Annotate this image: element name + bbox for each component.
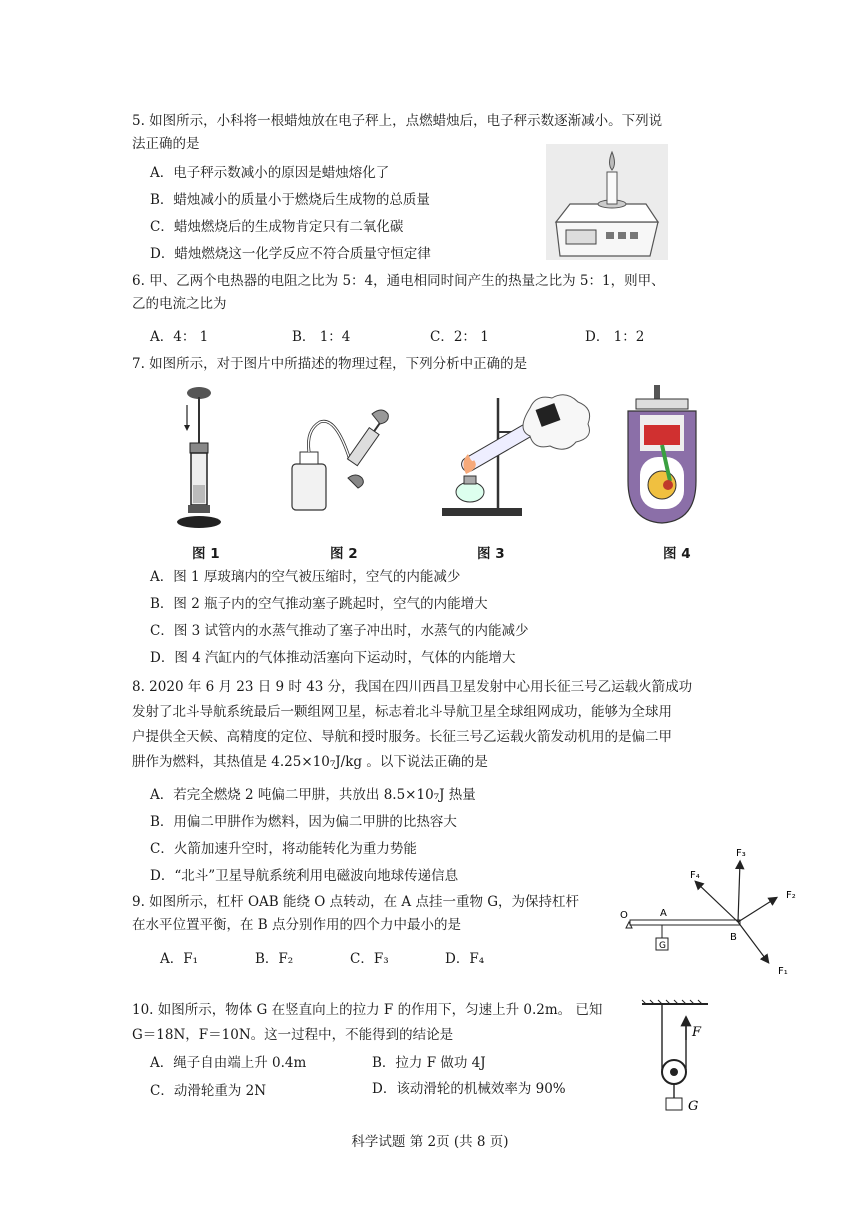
lever-label-a: A bbox=[660, 908, 667, 919]
q8-option-a: A．若完全燃烧 2 吨偏二甲肼，共放出 8.5×10₇J 热量 bbox=[150, 787, 476, 803]
q9-stem-line1: 9. 如图所示，杠杆 OAB 能绕 O 点转动，在 A 点挂一重物 G，为保持杠杆 bbox=[132, 894, 580, 910]
pulley-diagram bbox=[638, 1000, 718, 1112]
lever-label-g: G bbox=[659, 941, 666, 951]
q6-stem-line2: 乙的电流之比为 bbox=[132, 296, 227, 312]
q9-option-d: D．F₄ bbox=[445, 951, 485, 967]
q6-option-b: B． 1：4 bbox=[292, 329, 351, 345]
fig1-caption: 图 1 bbox=[192, 546, 220, 562]
q10-stem-line2: G＝18N，F＝10N。这一过程中，不能得到的结论是 bbox=[132, 1027, 454, 1043]
q10-option-b: B．拉力 F 做功 4J bbox=[372, 1055, 486, 1071]
q9-option-a: A．F₁ bbox=[160, 951, 199, 967]
q7-stem: 7. 如图所示，对于图片中所描述的物理过程，下列分析中正确的是 bbox=[132, 356, 528, 372]
q9-stem-line2: 在水平位置平衡，在 B 点分别作用的四个力中最小的是 bbox=[132, 917, 462, 933]
q6-option-d: D． 1：2 bbox=[585, 329, 645, 345]
lever-label-f3: F₃ bbox=[736, 848, 746, 859]
q7-option-d: D．图 4 汽缸内的气体推动活塞向下运动时，气体的内能增大 bbox=[150, 650, 516, 666]
q10-option-a: A．绳子自由端上升 0.4m bbox=[150, 1055, 307, 1071]
lever-label-f2: F₂ bbox=[786, 890, 796, 901]
fig4-caption: 图 4 bbox=[663, 546, 691, 562]
q5-stem-line2: 法正确的是 bbox=[132, 136, 200, 152]
q6-option-a: A．4： 1 bbox=[150, 329, 209, 345]
lever-label-f4: F₄ bbox=[690, 870, 700, 881]
fig4-engine-cylinder bbox=[622, 385, 702, 530]
q7-option-c: C．图 3 试管内的水蒸气推动了塞子冲出时，水蒸气的内能减少 bbox=[150, 623, 529, 639]
q8-option-b: B．用偏二甲肼作为燃料，因为偏二甲肼的比热容大 bbox=[150, 814, 457, 830]
q8-stem-line1: 8. 2020 年 6 月 23 日 9 时 43 分，我国在四川西昌卫星发射中心用长征三号乙运载火箭成功 bbox=[132, 679, 693, 695]
q10-stem-line1: 10. 如图所示，物体 G 在竖直向上的拉力 F 的作用下，匀速上升 0.2m。 已知 bbox=[132, 1002, 603, 1018]
q9-option-b: B．F₂ bbox=[255, 951, 294, 967]
q5-option-d: D．蜡烛燃烧这一化学反应不符合质量守恒定律 bbox=[150, 246, 431, 262]
q5-option-a: A．电子秤示数减小的原因是蜡烛熔化了 bbox=[150, 165, 390, 181]
q8-stem-line4: 肼作为燃料，其热值是 4.25×10₇J/kg 。以下说法正确的是 bbox=[132, 754, 488, 770]
fig3-test-tube-heating bbox=[438, 392, 598, 520]
q7-option-a: A．图 1 厚玻璃内的空气被压缩时，空气的内能减少 bbox=[150, 569, 461, 585]
q8-option-d: D．“北斗”卫星导航系统利用电磁波向地球传递信息 bbox=[150, 868, 459, 884]
q8-stem-line3: 户提供全天候、高精度的定位、导航和授时服务。长征三号乙运载火箭发动机用的是偏二甲 bbox=[132, 729, 672, 745]
q7-option-b: B．图 2 瓶子内的空气推动塞子跳起时，空气的内能增大 bbox=[150, 596, 488, 612]
q8-option-c: C．火箭加速升空时，将动能转化为重力势能 bbox=[150, 841, 417, 857]
fig3-caption: 图 3 bbox=[477, 546, 505, 562]
fig2-caption: 图 2 bbox=[330, 546, 358, 562]
q10-option-c: C．动滑轮重为 2N bbox=[150, 1083, 267, 1099]
fig2-bottle-pump bbox=[286, 400, 396, 515]
candle-scale-figure bbox=[546, 144, 668, 260]
page-footer: 科学试题 第 2页 (共 8 页) bbox=[351, 1134, 509, 1150]
q10-option-d: D．该动滑轮的机械效率为 90% bbox=[372, 1081, 566, 1097]
q9-option-c: C．F₃ bbox=[350, 951, 389, 967]
lever-diagram bbox=[618, 842, 808, 980]
fig1-compression-cylinder bbox=[170, 385, 230, 530]
pulley-label-f: F bbox=[692, 1025, 702, 1040]
q8-stem-line2: 发射了北斗导航系统最后一颗组网卫星，标志着北斗导航卫星全球组网成功，能够为全球用 bbox=[132, 704, 672, 720]
q5-option-c: C．蜡烛燃烧后的生成物肯定只有二氧化碳 bbox=[150, 219, 404, 235]
lever-label-o: O bbox=[620, 910, 628, 921]
q6-option-c: C．2： 1 bbox=[430, 329, 489, 345]
q5-option-b: B．蜡烛减小的质量小于燃烧后生成物的总质量 bbox=[150, 192, 430, 208]
lever-label-b: B bbox=[730, 932, 737, 943]
q6-stem-line1: 6. 甲、乙两个电热器的电阻之比为 5：4，通电相同时间产生的热量之比为 5：1，则甲、 bbox=[132, 273, 665, 289]
q5-stem-line1: 5. 如图所示，小科将一根蜡烛放在电子秤上，点燃蜡烛后，电子秤示数逐渐减小。下列说 bbox=[132, 113, 663, 129]
lever-label-f1: F₁ bbox=[778, 966, 788, 977]
pulley-label-g: G bbox=[688, 1099, 699, 1114]
